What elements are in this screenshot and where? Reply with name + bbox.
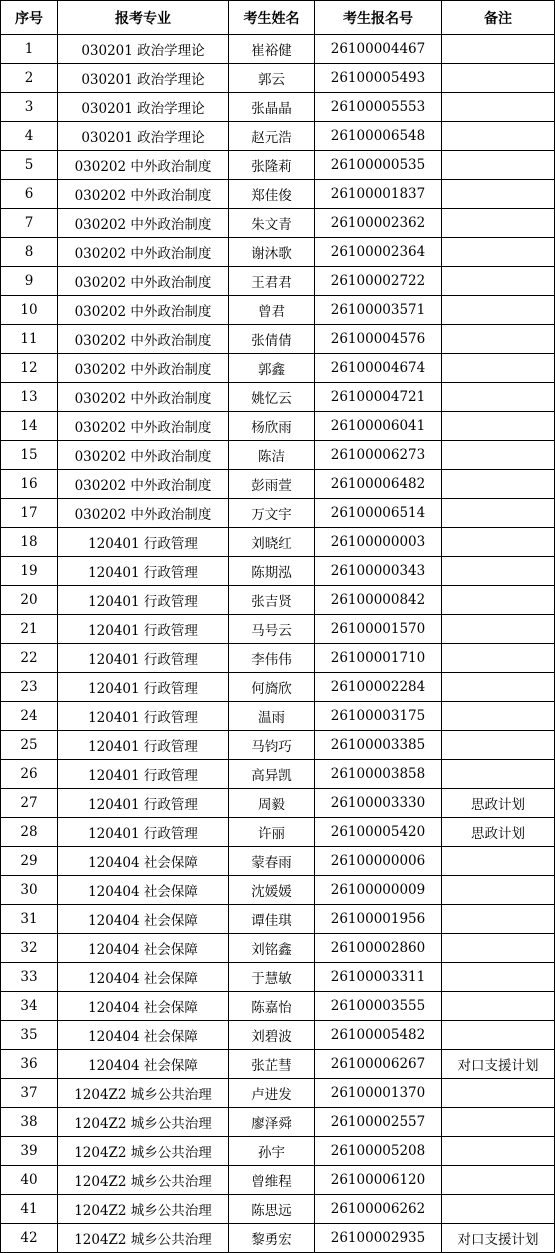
registration-number-cell: 26100005482: [315, 1021, 442, 1050]
candidate-name-cell: 万文宇: [229, 499, 315, 528]
candidate-name-cell: 张芷彗: [229, 1050, 315, 1079]
serial-number-cell: 6: [1, 180, 58, 209]
serial-number-cell: 38: [1, 1108, 58, 1137]
major-cell: 030202 中外政治制度: [58, 151, 229, 180]
major-cell: 030201 政治学理论: [58, 93, 229, 122]
serial-number-cell: 22: [1, 644, 58, 673]
table-row: [1, 209, 555, 238]
registration-number-cell: 26100004467: [315, 35, 442, 64]
remarks-cell: [442, 412, 555, 441]
major-cell: 120404 社会保障: [58, 876, 229, 905]
remarks-cell: [442, 615, 555, 644]
table-row: [1, 1108, 555, 1137]
remarks-cell: [442, 93, 555, 122]
registration-number-cell: 26100006548: [315, 122, 442, 151]
remarks-cell: [442, 209, 555, 238]
candidate-name-cell: 曾君: [229, 296, 315, 325]
table-row: [1, 847, 555, 876]
table-row: [1, 35, 555, 64]
registration-number-cell: 26100000343: [315, 557, 442, 586]
remarks-cell: [442, 1079, 555, 1108]
table-body: [1, 35, 555, 1253]
serial-number-cell: 40: [1, 1166, 58, 1195]
serial-number-cell: 7: [1, 209, 58, 238]
major-cell: 120404 社会保障: [58, 847, 229, 876]
registration-number-cell: 26100005420: [315, 818, 442, 847]
candidate-name-cell: 周毅: [229, 789, 315, 818]
remarks-cell: [442, 1137, 555, 1166]
major-cell: 120401 行政管理: [58, 760, 229, 789]
registration-number-cell: 26100002557: [315, 1108, 442, 1137]
major-cell: 030201 政治学理论: [58, 64, 229, 93]
table-row: [1, 180, 555, 209]
major-cell: 030202 中外政治制度: [58, 209, 229, 238]
serial-number-cell: 31: [1, 905, 58, 934]
remarks-cell: 思政计划: [442, 818, 555, 847]
major-cell: 120401 行政管理: [58, 615, 229, 644]
remarks-cell: [442, 1021, 555, 1050]
candidate-name-cell: 高异凯: [229, 760, 315, 789]
major-cell: 030202 中外政治制度: [58, 383, 229, 412]
table-row: [1, 354, 555, 383]
remarks-cell: [442, 383, 555, 412]
table-row: [1, 470, 555, 499]
table-row: [1, 1137, 555, 1166]
remarks-cell: [442, 267, 555, 296]
candidate-name-cell: 李伟伟: [229, 644, 315, 673]
registration-number-cell: 26100000006: [315, 847, 442, 876]
serial-number-cell: 35: [1, 1021, 58, 1050]
remarks-cell: [442, 354, 555, 383]
serial-number-cell: 16: [1, 470, 58, 499]
registration-number-cell: 26100004721: [315, 383, 442, 412]
remarks-cell: [442, 151, 555, 180]
table-row: [1, 992, 555, 1021]
candidate-name-cell: 谢沐歌: [229, 238, 315, 267]
major-cell: 030202 中外政治制度: [58, 354, 229, 383]
candidate-name-cell: 蒙春雨: [229, 847, 315, 876]
serial-number-cell: 15: [1, 441, 58, 470]
registration-number-cell: 26100000535: [315, 151, 442, 180]
candidate-name-cell: 杨欣雨: [229, 412, 315, 441]
remarks-cell: [442, 847, 555, 876]
registration-number-cell: 26100006482: [315, 470, 442, 499]
candidate-name-cell: 孙宇: [229, 1137, 315, 1166]
major-cell: 1204Z2 城乡公共治理: [58, 1195, 229, 1224]
serial-number-cell: 20: [1, 586, 58, 615]
table-row: [1, 528, 555, 557]
major-cell: 120401 行政管理: [58, 818, 229, 847]
candidate-name-cell: 刘铭鑫: [229, 934, 315, 963]
serial-number-cell: 10: [1, 296, 58, 325]
major-cell: 120404 社会保障: [58, 1021, 229, 1050]
serial-number-cell: 26: [1, 760, 58, 789]
candidate-name-cell: 温雨: [229, 702, 315, 731]
remarks-cell: [442, 760, 555, 789]
remarks-cell: [442, 1195, 555, 1224]
candidate-name-cell: 张倩倩: [229, 325, 315, 354]
table-row: [1, 905, 555, 934]
candidate-name-cell: 彭雨萱: [229, 470, 315, 499]
registration-number-cell: 26100000003: [315, 528, 442, 557]
table-header-row: [1, 1, 555, 35]
candidate-name-cell: 刘晓红: [229, 528, 315, 557]
registration-number-cell: 26100002860: [315, 934, 442, 963]
registration-number-cell: 26100006273: [315, 441, 442, 470]
candidate-name-cell: 张吉贤: [229, 586, 315, 615]
serial-number-cell: 23: [1, 673, 58, 702]
table-row: [1, 557, 555, 586]
table-row: [1, 412, 555, 441]
table-row: [1, 151, 555, 180]
candidate-name-cell: 陈思远: [229, 1195, 315, 1224]
table-row: [1, 673, 555, 702]
major-cell: 120401 行政管理: [58, 557, 229, 586]
remarks-cell: [442, 441, 555, 470]
candidate-name-cell: 朱文青: [229, 209, 315, 238]
major-cell: 1204Z2 城乡公共治理: [58, 1224, 229, 1253]
major-cell: 120404 社会保障: [58, 992, 229, 1021]
header-remarks: 备注: [442, 1, 555, 35]
candidate-name-cell: 姚忆云: [229, 383, 315, 412]
major-cell: 1204Z2 城乡公共治理: [58, 1108, 229, 1137]
remarks-cell: [442, 876, 555, 905]
candidate-name-cell: 陈嘉怡: [229, 992, 315, 1021]
serial-number-cell: 25: [1, 731, 58, 760]
major-cell: 1204Z2 城乡公共治理: [58, 1166, 229, 1195]
registration-number-cell: 26100003385: [315, 731, 442, 760]
serial-number-cell: 17: [1, 499, 58, 528]
candidate-name-cell: 廖泽舜: [229, 1108, 315, 1137]
table-row: [1, 934, 555, 963]
table-row: [1, 789, 555, 818]
major-cell: 030202 中外政治制度: [58, 325, 229, 354]
remarks-cell: [442, 528, 555, 557]
table-row: [1, 1021, 555, 1050]
major-cell: 030202 中外政治制度: [58, 267, 229, 296]
registration-number-cell: 26100006514: [315, 499, 442, 528]
candidate-name-cell: 张晶晶: [229, 93, 315, 122]
table-row: [1, 499, 555, 528]
major-cell: 120401 行政管理: [58, 731, 229, 760]
table-row: [1, 1050, 555, 1079]
serial-number-cell: 39: [1, 1137, 58, 1166]
remarks-cell: [442, 905, 555, 934]
candidate-name-cell: 曾维程: [229, 1166, 315, 1195]
registration-number-cell: 26100003858: [315, 760, 442, 789]
remarks-cell: 对口支援计划: [442, 1050, 555, 1079]
remarks-cell: [442, 963, 555, 992]
major-cell: 030201 政治学理论: [58, 35, 229, 64]
remarks-cell: [442, 731, 555, 760]
major-cell: 120404 社会保障: [58, 963, 229, 992]
remarks-cell: 对口支援计划: [442, 1224, 555, 1253]
table-row: [1, 1079, 555, 1108]
registration-number-cell: 26100003555: [315, 992, 442, 1021]
candidate-name-cell: 沈媛媛: [229, 876, 315, 905]
header-major: 报考专业: [58, 1, 229, 35]
major-cell: 030202 中外政治制度: [58, 499, 229, 528]
remarks-cell: [442, 644, 555, 673]
candidate-name-cell: 卢进发: [229, 1079, 315, 1108]
major-cell: 120401 行政管理: [58, 789, 229, 818]
registration-number-cell: 26100005553: [315, 93, 442, 122]
major-cell: 120401 行政管理: [58, 644, 229, 673]
serial-number-cell: 14: [1, 412, 58, 441]
serial-number-cell: 37: [1, 1079, 58, 1108]
candidate-name-cell: 马号云: [229, 615, 315, 644]
candidate-name-cell: 陈洁: [229, 441, 315, 470]
major-cell: 030201 政治学理论: [58, 122, 229, 151]
serial-number-cell: 3: [1, 93, 58, 122]
registration-number-cell: 26100002284: [315, 673, 442, 702]
table-row: [1, 325, 555, 354]
candidate-name-cell: 于慧敏: [229, 963, 315, 992]
major-cell: 120401 行政管理: [58, 586, 229, 615]
remarks-cell: [442, 1108, 555, 1137]
remarks-cell: [442, 296, 555, 325]
major-cell: 120401 行政管理: [58, 673, 229, 702]
table-row: [1, 963, 555, 992]
candidate-name-cell: 何旖欣: [229, 673, 315, 702]
serial-number-cell: 34: [1, 992, 58, 1021]
serial-number-cell: 12: [1, 354, 58, 383]
registration-number-cell: 26100002935: [315, 1224, 442, 1253]
remarks-cell: [442, 702, 555, 731]
candidate-name-cell: 黎勇宏: [229, 1224, 315, 1253]
table-row: [1, 1195, 555, 1224]
remarks-cell: 思政计划: [442, 789, 555, 818]
serial-number-cell: 36: [1, 1050, 58, 1079]
registration-number-cell: 26100003311: [315, 963, 442, 992]
header-serial-number: 序号: [1, 1, 58, 35]
registration-number-cell: 26100006267: [315, 1050, 442, 1079]
major-cell: 030202 中外政治制度: [58, 412, 229, 441]
candidate-name-cell: 崔裕健: [229, 35, 315, 64]
registration-number-cell: 26100004576: [315, 325, 442, 354]
remarks-cell: [442, 557, 555, 586]
major-cell: 120404 社会保障: [58, 1050, 229, 1079]
registration-number-cell: 26100002364: [315, 238, 442, 267]
table-row: [1, 760, 555, 789]
remarks-cell: [442, 673, 555, 702]
table-row: [1, 238, 555, 267]
candidate-name-cell: 马钧巧: [229, 731, 315, 760]
remarks-cell: [442, 1166, 555, 1195]
remarks-cell: [442, 325, 555, 354]
major-cell: 120401 行政管理: [58, 702, 229, 731]
candidate-name-cell: 张隆莉: [229, 151, 315, 180]
remarks-cell: [442, 122, 555, 151]
registration-number-cell: 26100003571: [315, 296, 442, 325]
major-cell: 030202 中外政治制度: [58, 180, 229, 209]
serial-number-cell: 1: [1, 35, 58, 64]
table-row: [1, 122, 555, 151]
remarks-cell: [442, 180, 555, 209]
remarks-cell: [442, 934, 555, 963]
candidate-name-cell: 许丽: [229, 818, 315, 847]
major-cell: 1204Z2 城乡公共治理: [58, 1079, 229, 1108]
candidate-name-cell: 郭鑫: [229, 354, 315, 383]
registration-number-cell: 26100004674: [315, 354, 442, 383]
table-row: [1, 296, 555, 325]
registration-number-cell: 26100006262: [315, 1195, 442, 1224]
major-cell: 120404 社会保障: [58, 905, 229, 934]
serial-number-cell: 2: [1, 64, 58, 93]
table-row: [1, 267, 555, 296]
serial-number-cell: 8: [1, 238, 58, 267]
serial-number-cell: 41: [1, 1195, 58, 1224]
registration-number-cell: 26100001370: [315, 1079, 442, 1108]
serial-number-cell: 18: [1, 528, 58, 557]
serial-number-cell: 27: [1, 789, 58, 818]
registration-number-cell: 26100003330: [315, 789, 442, 818]
table-row: [1, 1166, 555, 1195]
table-row: [1, 586, 555, 615]
table-row: [1, 64, 555, 93]
registration-number-cell: 26100006041: [315, 412, 442, 441]
header-registration-number: 考生报名号: [315, 1, 442, 35]
candidate-name-cell: 赵元浩: [229, 122, 315, 151]
serial-number-cell: 29: [1, 847, 58, 876]
major-cell: 030202 中外政治制度: [58, 296, 229, 325]
registration-number-cell: 26100005493: [315, 64, 442, 93]
candidate-name-cell: 郑佳俊: [229, 180, 315, 209]
table-row: [1, 731, 555, 760]
remarks-cell: [442, 586, 555, 615]
table-row: [1, 644, 555, 673]
candidate-name-cell: 谭佳琪: [229, 905, 315, 934]
candidate-name-cell: 陈期泓: [229, 557, 315, 586]
serial-number-cell: 13: [1, 383, 58, 412]
remarks-cell: [442, 470, 555, 499]
registration-number-cell: 26100001570: [315, 615, 442, 644]
serial-number-cell: 19: [1, 557, 58, 586]
serial-number-cell: 33: [1, 963, 58, 992]
major-cell: 030202 中外政治制度: [58, 238, 229, 267]
remarks-cell: [442, 238, 555, 267]
header-candidate-name: 考生姓名: [229, 1, 315, 35]
major-cell: 030202 中外政治制度: [58, 470, 229, 499]
serial-number-cell: 28: [1, 818, 58, 847]
registration-number-cell: 26100000842: [315, 586, 442, 615]
serial-number-cell: 30: [1, 876, 58, 905]
candidate-name-cell: 刘碧波: [229, 1021, 315, 1050]
serial-number-cell: 24: [1, 702, 58, 731]
table-row: [1, 702, 555, 731]
remarks-cell: [442, 64, 555, 93]
major-cell: 030202 中外政治制度: [58, 441, 229, 470]
serial-number-cell: 21: [1, 615, 58, 644]
registration-number-cell: 26100000009: [315, 876, 442, 905]
major-cell: 1204Z2 城乡公共治理: [58, 1137, 229, 1166]
serial-number-cell: 9: [1, 267, 58, 296]
table-row: [1, 93, 555, 122]
table-row: [1, 876, 555, 905]
registration-number-cell: 26100002362: [315, 209, 442, 238]
table-row: [1, 1224, 555, 1253]
serial-number-cell: 4: [1, 122, 58, 151]
candidate-name-cell: 王君君: [229, 267, 315, 296]
serial-number-cell: 32: [1, 934, 58, 963]
registration-number-cell: 26100001837: [315, 180, 442, 209]
serial-number-cell: 42: [1, 1224, 58, 1253]
serial-number-cell: 5: [1, 151, 58, 180]
table-row: [1, 615, 555, 644]
registration-number-cell: 26100001956: [315, 905, 442, 934]
registration-number-cell: 26100001710: [315, 644, 442, 673]
serial-number-cell: 11: [1, 325, 58, 354]
candidate-name-cell: 郭云: [229, 64, 315, 93]
remarks-cell: [442, 992, 555, 1021]
registration-number-cell: 26100005208: [315, 1137, 442, 1166]
registration-number-cell: 26100006120: [315, 1166, 442, 1195]
major-cell: 120401 行政管理: [58, 528, 229, 557]
table-row: [1, 818, 555, 847]
remarks-cell: [442, 35, 555, 64]
registration-number-cell: 26100002722: [315, 267, 442, 296]
table-row: [1, 441, 555, 470]
table-row: [1, 383, 555, 412]
major-cell: 120404 社会保障: [58, 934, 229, 963]
remarks-cell: [442, 499, 555, 528]
registration-number-cell: 26100003175: [315, 702, 442, 731]
